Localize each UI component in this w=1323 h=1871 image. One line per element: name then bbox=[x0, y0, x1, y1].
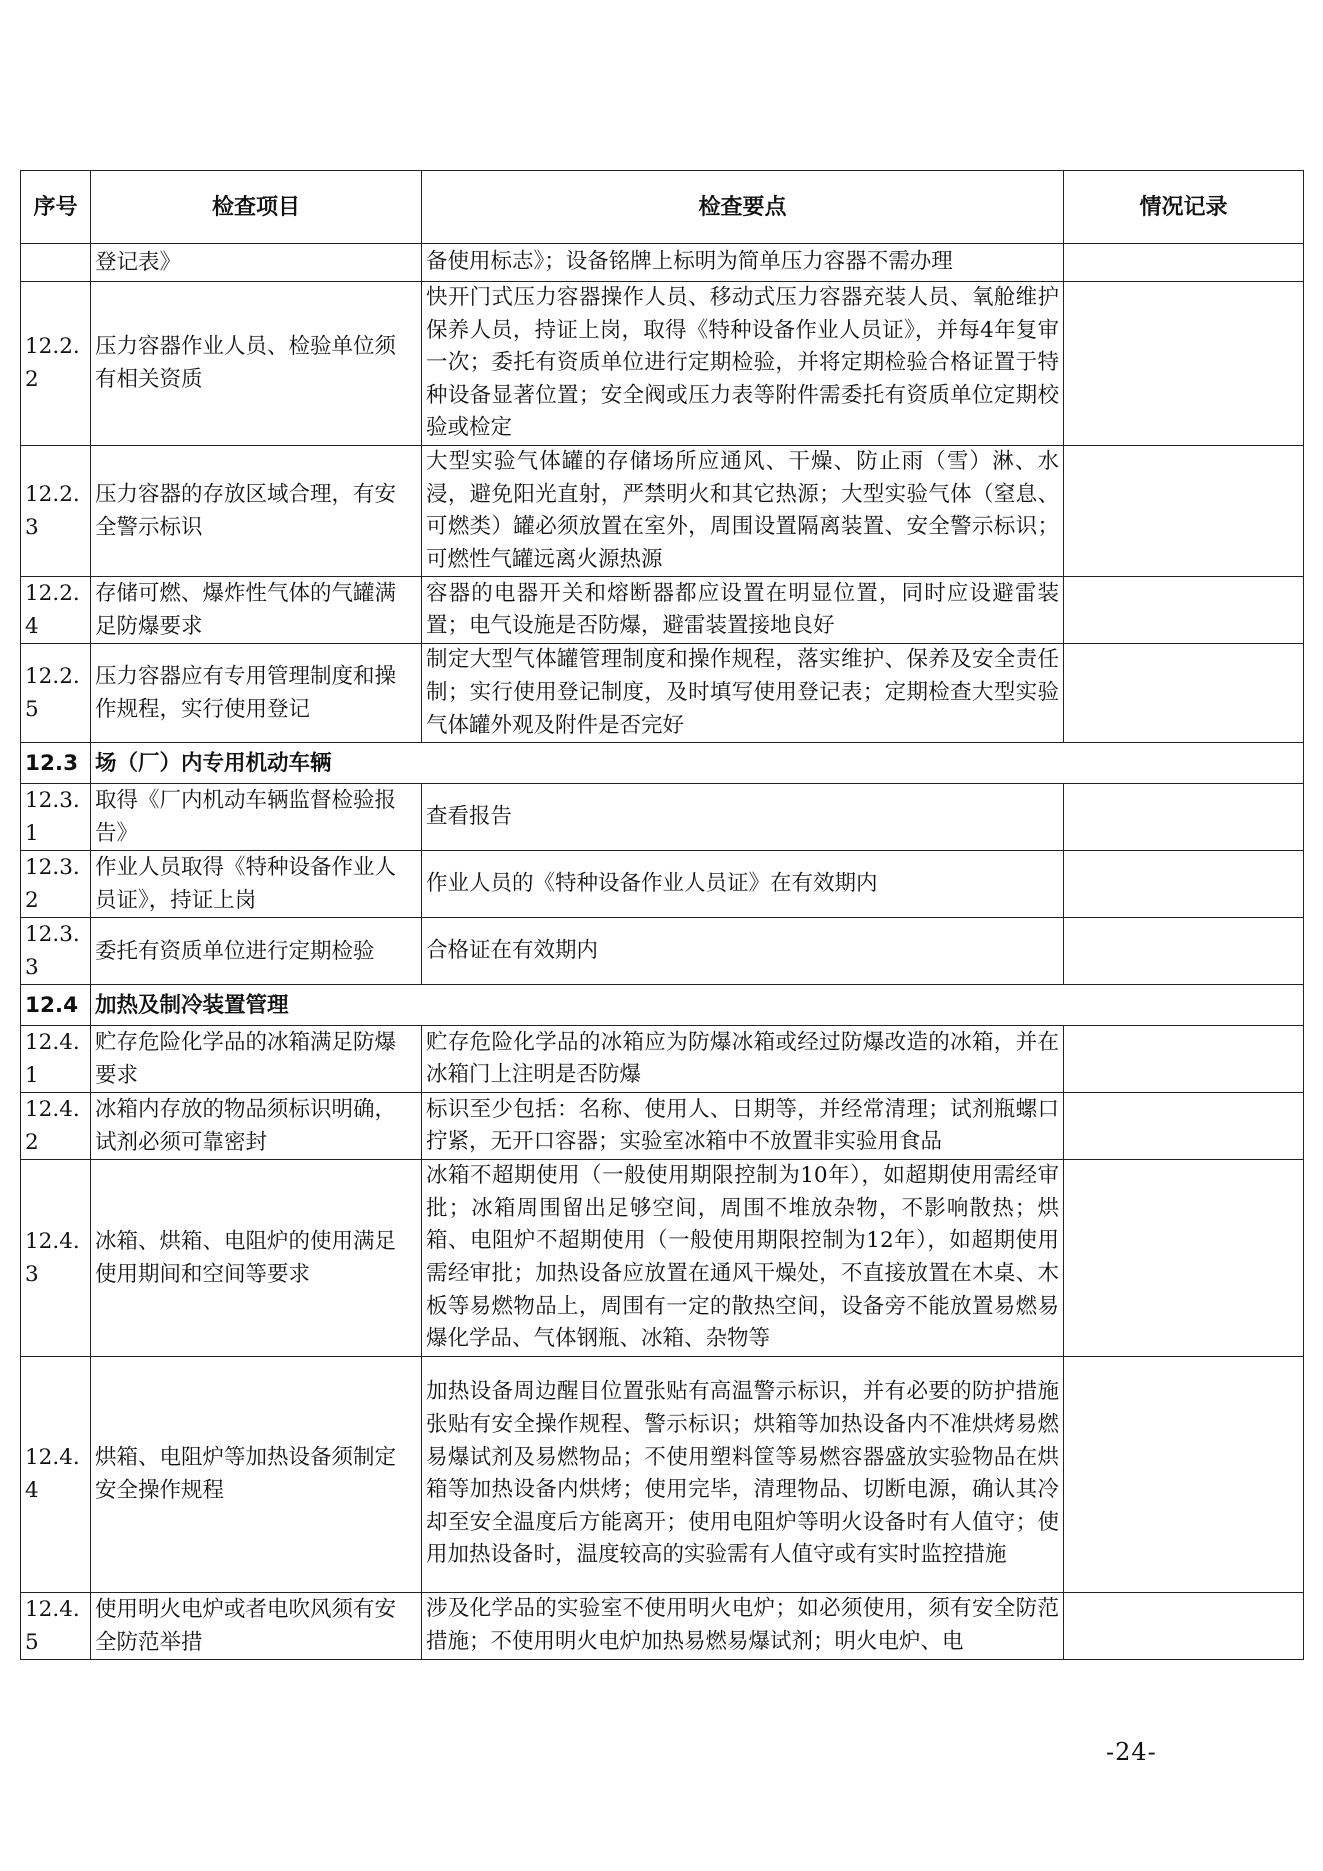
row-item: 使用明火电炉或者电吹风须有安全防范举措 bbox=[91, 1592, 422, 1659]
row-point: 冰箱不超期使用（一般使用期限控制为10年），如超期使用需经审批；冰箱周围留出足够空间，周围不堆放杂物，不影响散热；烘箱、电阻炉不超期使用（一般使用期限控制为12年），如超期使用需经审批；加热设备应放置在通风干燥处，不直接放置在木桌、木板等易燃物品上，周围有一定的散热空间，设备旁不能放置易燃易爆化学品、气体钢瓶、冰箱、杂物等 bbox=[422, 1160, 1064, 1357]
row-point: 备使用标志》；设备铭牌上标明为简单压力容器不需办理 bbox=[422, 244, 1064, 282]
table-row bbox=[21, 644, 1304, 743]
row-item: 委托有资质单位进行定期检验 bbox=[91, 918, 422, 985]
row-point: 涉及化学品的实验室不使用明火电炉；如必须使用，须有安全防范措施；不使用明火电炉加热易燃易爆试剂；明火电炉、电 bbox=[422, 1592, 1064, 1659]
table-body bbox=[21, 244, 1304, 1660]
row-record bbox=[1064, 918, 1304, 985]
row-point: 加热设备周边醒目位置张贴有高温警示标识，并有必要的防护措施张贴有安全操作规程、警示标识；烘箱等加热设备内不准烘烤易燃易爆试剂及易燃物品；不使用塑料筐等易燃容器盛放实验物品在烘箱等加热设备内烘烤；使用完毕，清理物品、切断电源，确认其冷却至安全温度后方能离开；使用电阻炉等明火设备时有人值守；使用加热设备时，温度较高的实验需有人值守或有实时监控措施 bbox=[422, 1356, 1064, 1592]
header-serial: 序号 bbox=[21, 171, 91, 244]
row-record bbox=[1064, 1093, 1304, 1160]
row-record bbox=[1064, 1026, 1304, 1093]
page-number: -24- bbox=[1106, 1738, 1157, 1766]
row-point: 标识至少包括：名称、使用人、日期等，并经常清理；试剂瓶螺口拧紧，无开口容器；实验室冰箱中不放置非实验用食品 bbox=[422, 1093, 1064, 1160]
section-row bbox=[21, 985, 1304, 1026]
table-row bbox=[21, 851, 1304, 918]
section-row bbox=[21, 743, 1304, 784]
inspection-table bbox=[20, 170, 1304, 1660]
section-number: 12.4 bbox=[21, 985, 91, 1026]
table-row bbox=[21, 445, 1304, 576]
row-point: 贮存危险化学品的冰箱应为防爆冰箱或经过防爆改造的冰箱，并在冰箱门上注明是否防爆 bbox=[422, 1026, 1064, 1093]
header-item: 检查项目 bbox=[91, 171, 422, 244]
row-number: 12.3.1 bbox=[21, 784, 91, 851]
row-number: 12.4.1 bbox=[21, 1026, 91, 1093]
row-point: 作业人员的《特种设备作业人员证》在有效期内 bbox=[422, 851, 1064, 918]
row-item: 登记表》 bbox=[91, 244, 422, 282]
row-item: 烘箱、电阻炉等加热设备须制定安全操作规程 bbox=[91, 1356, 422, 1592]
table-header-row bbox=[21, 171, 1304, 244]
row-point: 合格证在有效期内 bbox=[422, 918, 1064, 985]
table-row bbox=[21, 1160, 1304, 1357]
row-record bbox=[1064, 1356, 1304, 1592]
row-point: 快开门式压力容器操作人员、移动式压力容器充装人员、氧舱维护保养人员，持证上岗，取得《特种设备作业人员证》，并每4年复审一次；委托有资质单位进行定期检验，并将定期检验合格证置于特种设备显著位置；安全阀或压力表等附件需委托有资质单位定期校验或检定 bbox=[422, 282, 1064, 446]
row-number: 12.3.2 bbox=[21, 851, 91, 918]
row-record bbox=[1064, 445, 1304, 576]
row-number: 12.2.5 bbox=[21, 644, 91, 743]
row-record bbox=[1064, 282, 1304, 446]
row-item: 压力容器的存放区域合理，有安全警示标识 bbox=[91, 445, 422, 576]
row-item: 作业人员取得《特种设备作业人员证》，持证上岗 bbox=[91, 851, 422, 918]
row-number: 12.4.2 bbox=[21, 1093, 91, 1160]
row-record bbox=[1064, 1592, 1304, 1659]
row-number: 12.4.3 bbox=[21, 1160, 91, 1357]
table-row bbox=[21, 784, 1304, 851]
table-row bbox=[21, 1356, 1304, 1592]
table-row bbox=[21, 918, 1304, 985]
table-row bbox=[21, 1026, 1304, 1093]
row-point: 容器的电器开关和熔断器都应设置在明显位置，同时应设避雷装置；电气设施是否防爆，避雷装置接地良好 bbox=[422, 577, 1064, 644]
row-point: 制定大型气体罐管理制度和操作规程，落实维护、保养及安全责任制；实行使用登记制度，及时填写使用登记表；定期检查大型实验气体罐外观及附件是否完好 bbox=[422, 644, 1064, 743]
section-title: 场（厂）内专用机动车辆 bbox=[91, 743, 1304, 784]
row-number: 12.4.5 bbox=[21, 1592, 91, 1659]
row-item: 压力容器应有专用管理制度和操作规程，实行使用登记 bbox=[91, 644, 422, 743]
row-record bbox=[1064, 577, 1304, 644]
row-item: 压力容器作业人员、检验单位须有相关资质 bbox=[91, 282, 422, 446]
section-number: 12.3 bbox=[21, 743, 91, 784]
table-row bbox=[21, 282, 1304, 446]
row-number: 12.4.4 bbox=[21, 1356, 91, 1592]
row-item: 冰箱、烘箱、电阻炉的使用满足使用期间和空间等要求 bbox=[91, 1160, 422, 1357]
row-item: 贮存危险化学品的冰箱满足防爆要求 bbox=[91, 1026, 422, 1093]
row-number bbox=[21, 244, 91, 282]
section-title: 加热及制冷装置管理 bbox=[91, 985, 1304, 1026]
table-row bbox=[21, 577, 1304, 644]
row-record bbox=[1064, 644, 1304, 743]
row-point: 大型实验气体罐的存储场所应通风、干燥、防止雨（雪）淋、水浸，避免阳光直射，严禁明火和其它热源；大型实验气体（窒息、可燃类）罐必须放置在室外，周围设置隔离装置、安全警示标识；可燃性气罐远离火源热源 bbox=[422, 445, 1064, 576]
row-number: 12.2.4 bbox=[21, 577, 91, 644]
row-item: 取得《厂内机动车辆监督检验报告》 bbox=[91, 784, 422, 851]
header-point: 检查要点 bbox=[422, 171, 1064, 244]
table-row bbox=[21, 244, 1304, 282]
header-record: 情况记录 bbox=[1064, 171, 1304, 244]
row-item: 存储可燃、爆炸性气体的气罐满足防爆要求 bbox=[91, 577, 422, 644]
row-number: 12.2.2 bbox=[21, 282, 91, 446]
row-item: 冰箱内存放的物品须标识明确，试剂必须可靠密封 bbox=[91, 1093, 422, 1160]
row-record bbox=[1064, 244, 1304, 282]
row-number: 12.3.3 bbox=[21, 918, 91, 985]
row-record bbox=[1064, 784, 1304, 851]
row-record bbox=[1064, 1160, 1304, 1357]
row-number: 12.2.3 bbox=[21, 445, 91, 576]
table-row bbox=[21, 1093, 1304, 1160]
table-row bbox=[21, 1592, 1304, 1659]
row-point: 查看报告 bbox=[422, 784, 1064, 851]
row-record bbox=[1064, 851, 1304, 918]
